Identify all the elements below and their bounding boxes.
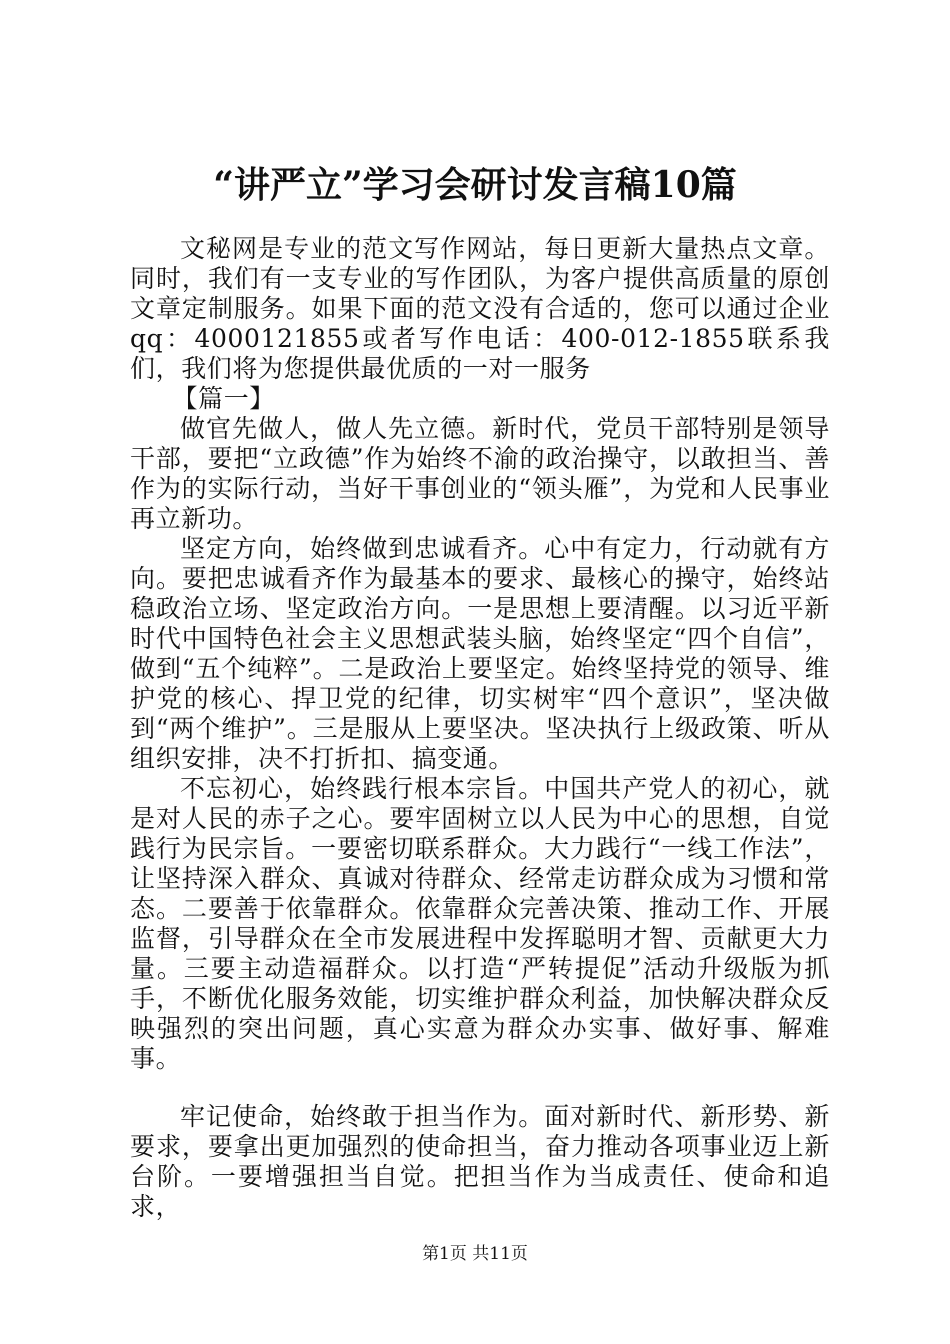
page-indicator: 第1页 共11页 [422, 1244, 528, 1264]
body-paragraph-2: 坚定方向，始终做到忠诚看齐。心中有定力，行动就有方向。要把忠诚看齐作为最基本的要求、最核心的操守，始终站稳政治立场、坚定政治方向。一是思想上要清醒。以习近平新时代中国特色社会主义思想武装头脑，始终坚定“四个自信”，做到“五个纯粹”。二是政治上要坚定。始终坚持党的领导、维护党的核心、捍卫党的纪律，切实树牢“四个意识”，坚决做到“两个维护”。三是服从上要坚决。坚决执行上级政策、听从组织安排，决不打折扣、搞变通。 [130, 534, 830, 773]
paragraph-gap [130, 1074, 830, 1102]
document-body [130, 234, 830, 1222]
intro-paragraph: 文秘网是专业的范文写作网站，每日更新大量热点文章。同时，我们有一支专业的写作团队，为客户提供高质量的原创文章定制服务。如果下面的范文没有合适的，您可以通过企业qq：4000121855或者写作电话：400-012-1855联系我们，我们将为您提供最优质的一对一服务 [130, 234, 830, 383]
body-paragraph-3: 不忘初心，始终践行根本宗旨。中国共产党人的初心，就是对人民的赤子之心。要牢固树立以人民为中心的思想，自觉践行为民宗旨。一要密切联系群众。大力践行“一线工作法”，让坚持深入群众、真诚对待群众、经常走访群众成为习惯和常态。二要善于依靠群众。依靠群众完善决策、推动工作、开展监督，引导群众在全市发展进程中发挥聪明才智、贡献更大力量。三要主动造福群众。以打造“严转提促”活动升级版为抓手，不断优化服务效能，切实维护群众利益，加快解决群众反映强烈的突出问题，真心实意为群众办实事、做好事、解难事。 [130, 774, 830, 1073]
document-title: “讲严立”学习会研讨发言稿10篇 [213, 164, 737, 206]
body-paragraph-4: 牢记使命，始终敢于担当作为。面对新时代、新形势、新要求，要拿出更加强烈的使命担当，奋力推动各项事业迈上新台阶。一要增强担当自觉。把担当作为当成责任、使命和追求， [130, 1102, 830, 1221]
body-paragraph-1: 做官先做人，做人先立德。新时代，党员干部特别是领导干部，要把“立政德”作为始终不渝的政治操守，以敢担当、善作为的实际行动，当好干事创业的“领头雁”，为党和人民事业再立新功。 [130, 414, 830, 533]
section-heading: 【篇一】 [172, 384, 275, 413]
